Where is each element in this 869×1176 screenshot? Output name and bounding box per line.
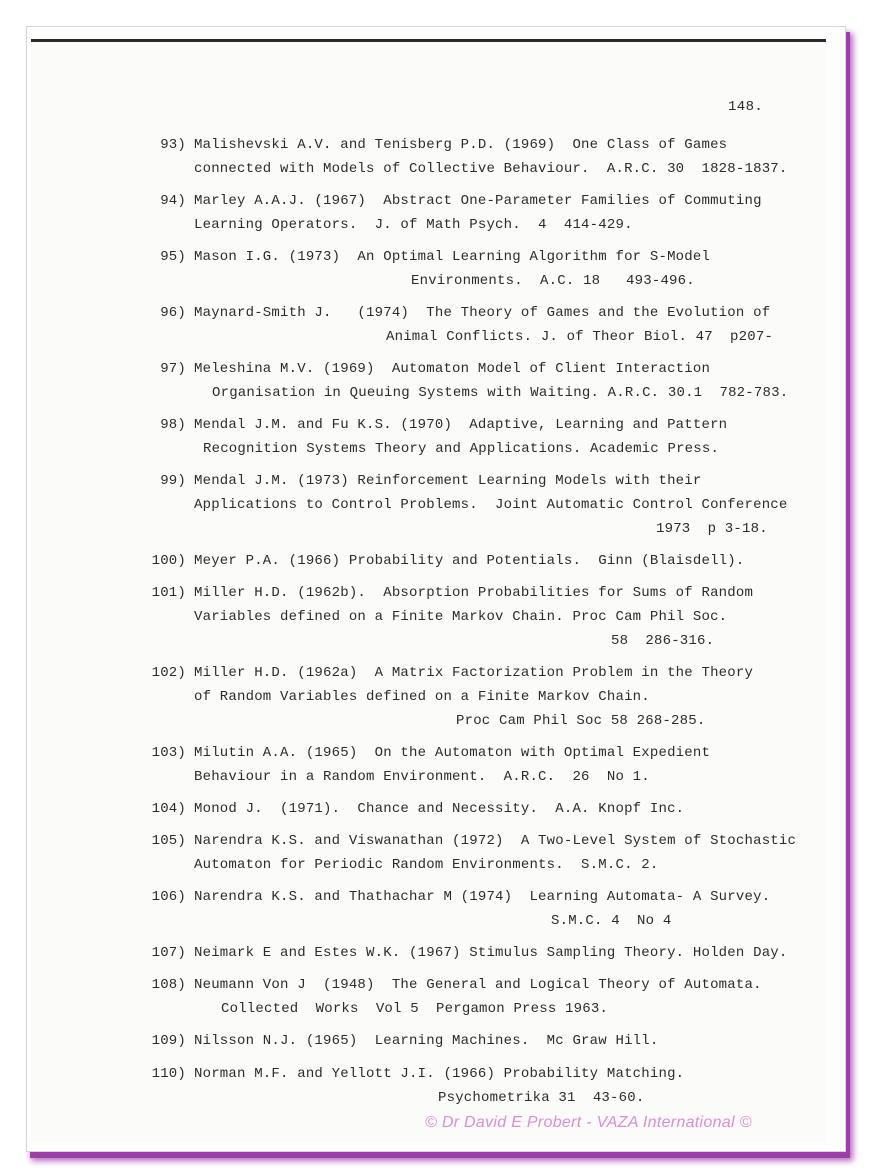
reference-number: 106)	[151, 889, 186, 905]
reference-text: Monod J. (1971). Chance and Necessity. A.A. Knopf Inc.	[194, 801, 685, 817]
reference-number: 95)	[160, 249, 186, 265]
reference-text: Meyer P.A. (1966) Probability and Potentials. Ginn (Blaisdell).	[194, 553, 745, 569]
reference-text: Mendal J.M. and Fu K.S. (1970) Adaptive, Learning and Pattern	[194, 417, 728, 433]
reference-text: connected with Models of Collective Behaviour. A.R.C. 30 1828-1837.	[194, 161, 788, 177]
reference-text: Collected Works Vol 5 Pergamon Press 1963.	[221, 1001, 609, 1017]
reference-text: Automaton for Periodic Random Environments. S.M.C. 2.	[194, 857, 659, 873]
reference-number: 110)	[151, 1066, 186, 1082]
reference-number: 107)	[151, 945, 186, 961]
reference-text: Animal Conflicts. J. of Theor Biol. 47 p207-	[386, 329, 774, 345]
reference-number: 104)	[151, 801, 186, 817]
page-number: 148.	[728, 99, 764, 115]
reference-text: Recognition Systems Theory and Applications. Academic Press.	[203, 441, 720, 457]
reference-text: 58 286-316.	[611, 633, 715, 649]
reference-number: 100)	[151, 553, 186, 569]
typed-page	[31, 39, 826, 1142]
reference-text: Variables defined on a Finite Markov Chain. Proc Cam Phil Soc.	[194, 609, 728, 625]
reference-text: 1973 p 3-18.	[656, 521, 768, 537]
reference-number: 96)	[160, 305, 186, 321]
reference-text: Behaviour in a Random Environment. A.R.C. 26 No 1.	[194, 769, 650, 785]
reference-text: Proc Cam Phil Soc 58 268-285.	[456, 713, 706, 729]
reference-text: Maynard-Smith J. (1974) The Theory of Games and the Evolution of	[194, 305, 771, 321]
reference-text: Neimark E and Estes W.K. (1967) Stimulus Sampling Theory. Holden Day.	[194, 945, 788, 961]
reference-text: Narendra K.S. and Viswanathan (1972) A Two-Level System of Stochastic	[194, 833, 797, 849]
reference-number: 102)	[151, 665, 186, 681]
reference-text: Norman M.F. and Yellott J.I. (1966) Probability Matching.	[194, 1066, 685, 1082]
reference-text: Psychometrika 31 43-60.	[438, 1090, 645, 1106]
reference-number: 99)	[160, 473, 186, 489]
reference-text: Malishevski A.V. and Tenisberg P.D. (1969) One Class of Games	[194, 137, 728, 153]
reference-number: 94)	[160, 193, 186, 209]
copyright-watermark: © Dr David E Probert - VAZA International ©	[425, 1114, 752, 1131]
reference-text: Mason I.G. (1973) An Optimal Learning Algorithm for S-Model	[194, 249, 711, 265]
reference-number: 105)	[151, 833, 186, 849]
reference-text: of Random Variables defined on a Finite Markov Chain.	[194, 689, 650, 705]
reference-text: Environments. A.C. 18 493-496.	[411, 273, 695, 289]
reference-text: Miller H.D. (1962a) A Matrix Factorization Problem in the Theory	[194, 665, 754, 681]
reference-text: Miller H.D. (1962b). Absorption Probabilities for Sums of Random	[194, 585, 754, 601]
reference-text: Marley A.A.J. (1967) Abstract One-Parameter Families of Commuting	[194, 193, 762, 209]
reference-text: Meleshina M.V. (1969) Automaton Model of Client Interaction	[194, 361, 711, 377]
reference-number: 101)	[151, 585, 186, 601]
reference-text: Learning Operators. J. of Math Psych. 4 414-429.	[194, 217, 633, 233]
reference-number: 103)	[151, 745, 186, 761]
reference-text: Narendra K.S. and Thathachar M (1974) Learning Automata- A Survey.	[194, 889, 771, 905]
reference-number: 108)	[151, 977, 186, 993]
reference-text: Milutin A.A. (1965) On the Automaton with Optimal Expedient	[194, 745, 711, 761]
reference-text: Organisation in Queuing Systems with Waiting. A.R.C. 30.1 782-783.	[212, 385, 789, 401]
reference-number: 109)	[151, 1033, 186, 1049]
reference-text: Applications to Control Problems. Joint Automatic Control Conference	[194, 497, 788, 513]
reference-number: 97)	[160, 361, 186, 377]
reference-text: Mendal J.M. (1973) Reinforcement Learning Models with their	[194, 473, 702, 489]
reference-text: Nilsson N.J. (1965) Learning Machines. Mc Graw Hill.	[194, 1033, 659, 1049]
reference-number: 93)	[160, 137, 186, 153]
reference-text: Neumann Von J (1948) The General and Logical Theory of Automata.	[194, 977, 762, 993]
reference-text: S.M.C. 4 No 4	[551, 913, 672, 929]
document-frame	[26, 26, 846, 1152]
reference-number: 98)	[160, 417, 186, 433]
